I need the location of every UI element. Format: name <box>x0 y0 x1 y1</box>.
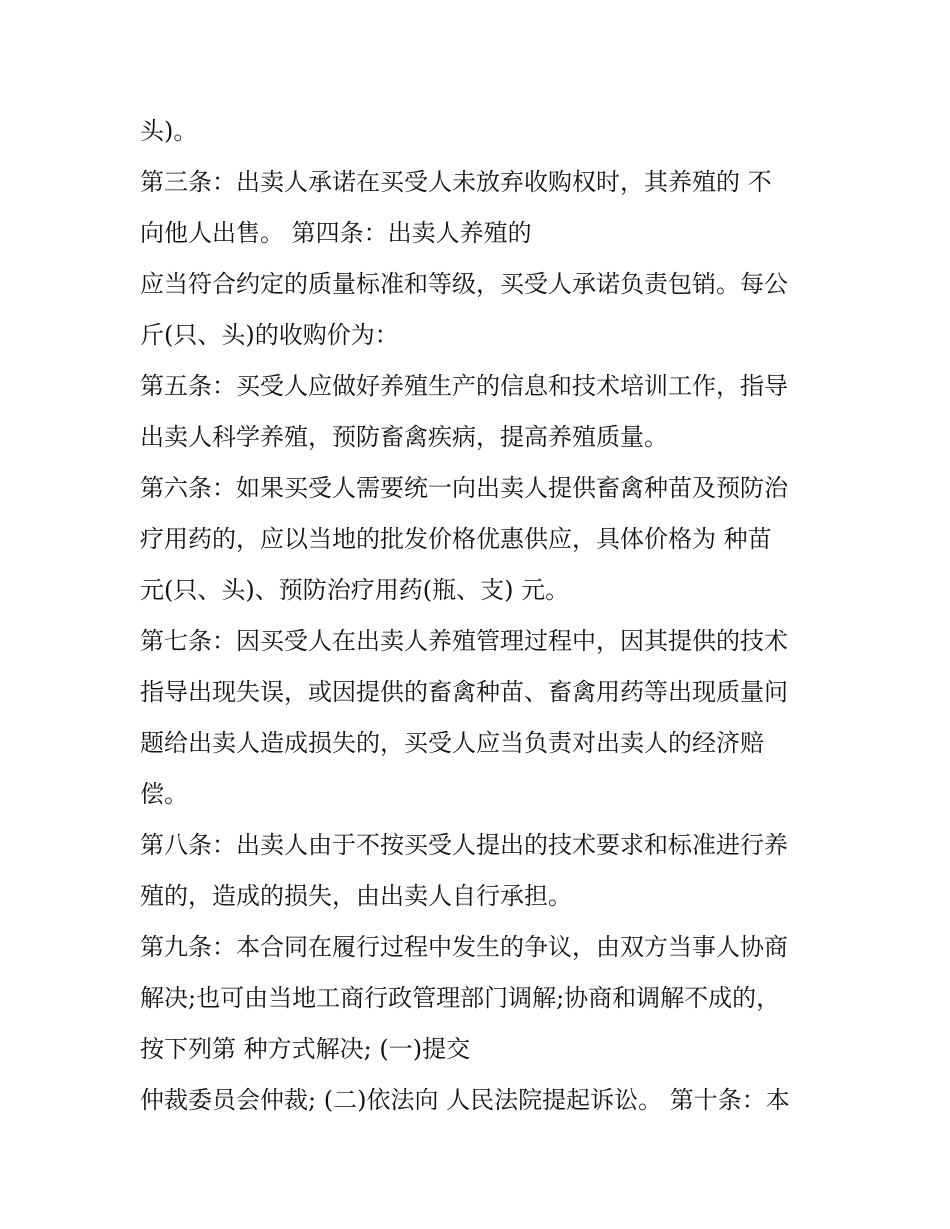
text-line: 偿。 <box>140 780 188 808</box>
document-body <box>140 106 820 1126</box>
text-line: 第六条：如果买受人需要统一向出卖人提供畜禽种苗及预防治 <box>140 474 788 502</box>
text-line: 出卖人科学养殖，预防畜禽疾病，提高养殖质量。 <box>140 423 668 451</box>
text-line: 第五条：买受人应做好养殖生产的信息和技术培训工作，指导 <box>140 372 788 400</box>
text-line: 指导出现失误，或因提供的畜禽种苗、畜禽用药等出现质量问 <box>140 678 788 706</box>
text-line: 向他人出售。 第四条：出卖人养殖的 <box>140 219 532 247</box>
text-line: 仲裁委员会仲裁; (二)依法向 人民法院提起诉讼。 第十条：本 <box>140 1086 790 1114</box>
text-line: 元(只、头)、预防治疗用药(瓶、支) 元。 <box>140 576 570 604</box>
text-line: 疗用药的，应以当地的批发价格优惠供应，具体价格为 种苗 <box>140 525 772 553</box>
text-line: 按下列第 种方式解决; (一)提交 <box>140 1035 471 1063</box>
text-line: 头)。 <box>140 117 198 145</box>
text-line: 题给出卖人造成损失的，买受人应当负责对出卖人的经济赔 <box>140 729 764 757</box>
text-line: 第九条：本合同在履行过程中发生的争议，由双方当事人协商 <box>140 933 788 961</box>
text-line: 第三条：出卖人承诺在买受人未放弃收购权时，其养殖的 不 <box>140 168 772 196</box>
text-line: 殖的，造成的损失，由出卖人自行承担。 <box>140 882 572 910</box>
text-line: 第七条：因买受人在出卖人养殖管理过程中，因其提供的技术 <box>140 627 788 655</box>
text-line: 斤(只、头)的收购价为： <box>140 321 399 349</box>
text-line: 第八条：出卖人由于不按买受人提出的技术要求和标准进行养 <box>140 831 788 859</box>
text-line: 应当符合约定的质量标准和等级，买受人承诺负责包销。每公 <box>140 270 788 298</box>
text-line: 解决;也可由当地工商行政管理部门调解;协商和调解不成的， <box>140 984 781 1012</box>
